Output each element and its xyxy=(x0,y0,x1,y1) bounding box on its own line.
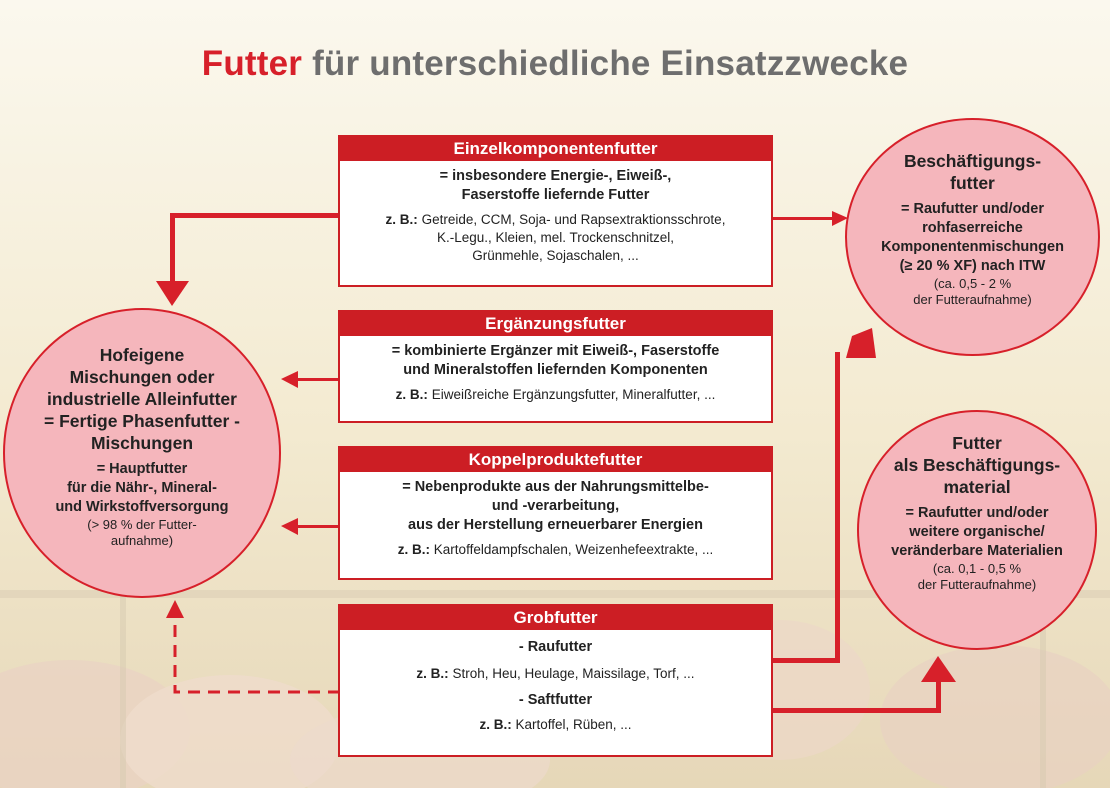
circle-title-line: Futter xyxy=(952,433,1002,453)
circle-beschaeftigungsmaterial xyxy=(857,410,1097,650)
circle-hofeigene-mischungen xyxy=(3,308,281,598)
circle-definition-line: weitere organische/ xyxy=(909,524,1045,540)
definition-line: = insbesondere Energie-, Eiweiß-, xyxy=(439,168,672,184)
definition-line: Faserstoffe liefernde Futter xyxy=(461,187,650,203)
box-heading: Ergänzungsfutter xyxy=(340,312,771,336)
example-line: Grünmehle, Sojaschalen, ... xyxy=(472,248,639,263)
box-koppelproduktefutter xyxy=(338,446,773,580)
box-heading: Koppelproduktefutter xyxy=(340,448,771,472)
circle-title-line: als Beschäftigungs- xyxy=(893,455,1061,475)
circle-definition-line: veränderbare Materialien xyxy=(891,543,1063,559)
circle-note-line: der Futteraufnahme) xyxy=(917,577,1037,592)
circle-beschaeftigungsfutter xyxy=(845,118,1100,356)
example-prefix: z. B.: xyxy=(397,542,431,557)
box-grobfutter xyxy=(338,604,773,757)
circle-title-line: futter xyxy=(950,173,995,193)
title-highlight: Futter xyxy=(201,44,303,83)
circle-note-line: (ca. 0,5 - 2 % xyxy=(933,276,1012,291)
circle-note-line: (ca. 0,1 - 0,5 % xyxy=(932,561,1022,576)
box-ergaenzungsfutter xyxy=(338,310,773,423)
definition-line: = kombinierte Ergänzer mit Eiweiß-, Faserstoffe xyxy=(391,343,720,359)
definition-line: aus der Herstellung erneuerbarer Energien xyxy=(408,517,703,533)
example-line: Kartoffeldampfschalen, Weizenhefeextrakte, ... xyxy=(433,542,714,557)
circle-definition-line: für die Nähr-, Mineral- xyxy=(67,480,217,496)
sub-heading: - Saftfutter xyxy=(518,692,593,708)
circle-definition-line: = Raufutter und/oder xyxy=(905,505,1049,521)
circle-note-line: (> 98 % der Futter- xyxy=(87,517,197,532)
example-prefix: z. B.: xyxy=(479,717,512,732)
example-line: Stroh, Heu, Heulage, Maissilage, Torf, ... xyxy=(452,666,695,681)
definition-line: und Mineralstoffen liefernden Komponenten xyxy=(403,362,708,378)
circle-title-line: Mischungen xyxy=(90,433,194,453)
example-prefix: z. B.: xyxy=(416,666,449,681)
circle-title-line: = Fertige Phasenfutter - xyxy=(44,411,240,431)
circle-definition-line: = Raufutter und/oder xyxy=(901,201,1044,217)
circle-title-line: Hofeigene xyxy=(99,345,185,365)
example-line: Getreide, CCM, Soja- und Rapsextraktionsschrote, xyxy=(421,212,726,227)
example-line: Kartoffel, Rüben, ... xyxy=(515,717,632,732)
example-line: Eiweißreiche Ergänzungsfutter, Mineralfutter, ... xyxy=(431,387,716,402)
circle-title-line: Beschäftigungs- xyxy=(903,151,1042,171)
example-prefix: z. B.: xyxy=(395,387,428,402)
definition-line: und -verarbeitung, xyxy=(491,498,620,514)
box-einzelkomponentenfutter xyxy=(338,135,773,287)
example-line: K.-Legu., Kleien, mel. Trockenschnitzel, xyxy=(436,230,675,245)
example-prefix: z. B.: xyxy=(385,212,418,227)
circle-note-line: aufnahme) xyxy=(110,533,174,548)
circle-title-line: Mischungen oder xyxy=(69,367,215,387)
circle-title-line: material xyxy=(943,477,1011,497)
circle-definition-line: rohfaserreiche xyxy=(922,220,1023,236)
sub-heading: - Raufutter xyxy=(518,639,593,655)
circle-definition-line: = Hauptfutter xyxy=(96,461,188,477)
circle-title-line: industrielle Alleinfutter xyxy=(47,389,237,409)
circle-definition-line: Komponentenmischungen xyxy=(881,239,1064,255)
circle-definition-line: und Wirkstoffversorgung xyxy=(55,499,229,515)
box-heading: Einzelkomponentenfutter xyxy=(340,137,771,161)
circle-note-line: der Futteraufnahme) xyxy=(913,292,1032,307)
circle-definition-line: (≥ 20 % XF) nach ITW xyxy=(899,258,1046,274)
definition-line: = Nebenprodukte aus der Nahrungsmittelbe- xyxy=(402,479,709,495)
box-heading: Grobfutter xyxy=(340,606,771,630)
title-rest: für unterschiedliche Einsatzzwecke xyxy=(312,44,909,83)
page-title xyxy=(0,44,1110,84)
